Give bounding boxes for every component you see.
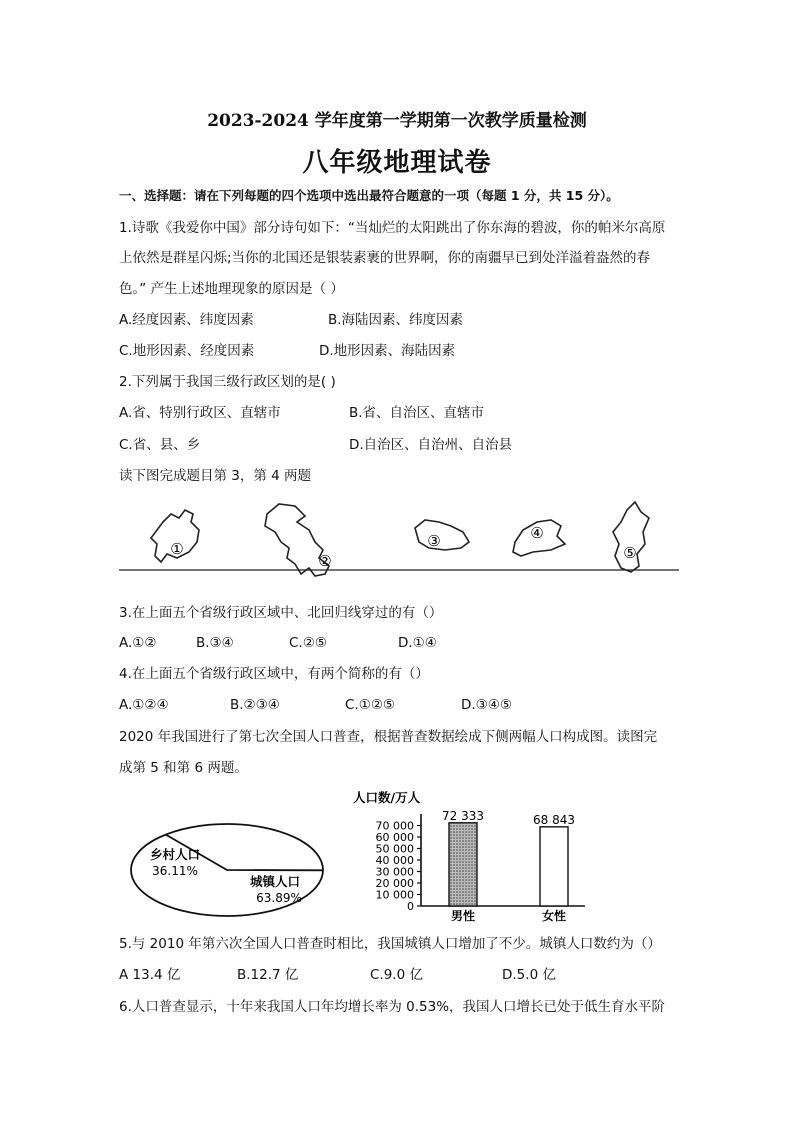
exam-title: 2023-2024 学年度第一学期第一次教学质量检测 xyxy=(207,111,587,131)
q3-stem: 3.在上面五个省级行政区域中、北回归线穿过的有（） xyxy=(119,605,443,621)
bar-value-female: 68 843 xyxy=(533,812,575,827)
q2-option-d[interactable]: D.自治区、自治州、自治县 xyxy=(349,437,513,453)
pie-value-rural: 36.11% xyxy=(152,864,198,878)
q2-option-a[interactable]: A.省、特别行政区、直辖市 xyxy=(119,405,281,421)
q2-option-c[interactable]: C.省、县、乡 xyxy=(119,437,201,453)
q4-option-b[interactable]: B.②③④ xyxy=(230,697,280,713)
bar-y-tick-label: 0 xyxy=(407,900,414,913)
bar-category-female: 女性 xyxy=(541,909,567,922)
q3-option-d[interactable]: D.①④ xyxy=(398,635,437,651)
map-intro: 读下图完成题目第 3，第 4 两题 xyxy=(119,468,312,484)
population-pie-chart xyxy=(127,822,327,922)
bar-value-male: 72 333 xyxy=(442,808,484,823)
q1-option-a[interactable]: A.经度因素、纬度因素 xyxy=(119,312,254,328)
q5-option-c[interactable]: C.9.0 亿 xyxy=(370,967,423,983)
census-intro-line: 成第 5 和第 6 两题。 xyxy=(119,760,248,776)
pie-label-urban: 城镇人口 xyxy=(249,874,301,889)
q5-option-d[interactable]: D.5.0 亿 xyxy=(502,967,556,983)
bar-y-tick-label: 10 000 xyxy=(375,888,414,902)
q1-option-c[interactable]: C.地形因素、经度因素 xyxy=(119,343,255,359)
q1-option-d[interactable]: D.地形因素、海陆因素 xyxy=(319,343,456,359)
q5-option-a[interactable]: A 13.4 亿 xyxy=(119,967,181,983)
province-label-2: ② xyxy=(318,552,332,570)
province-label-1: ① xyxy=(170,540,184,558)
province-maps xyxy=(119,492,679,588)
bar-male xyxy=(449,823,477,906)
q3-option-c[interactable]: C.②⑤ xyxy=(289,635,327,651)
q1-stem-line: 1.诗歌《我爱你中国》部分诗句如下：“当灿烂的太阳跳出了你东海的碧波，你的帕米尔高原 xyxy=(119,220,666,236)
province-shape-3 xyxy=(415,520,469,550)
pie-value-urban: 63.89% xyxy=(256,891,302,905)
q2-option-b[interactable]: B.省、自治区、直辖市 xyxy=(349,405,485,421)
bar-category-male: 男性 xyxy=(450,909,476,922)
q4-option-c[interactable]: C.①②⑤ xyxy=(345,697,396,713)
population-bar-chart xyxy=(345,780,615,922)
q4-option-d[interactable]: D.③④⑤ xyxy=(461,697,512,713)
q1-stem-line: 色。” 产生上述地理现象的原因是（ ） xyxy=(119,281,344,297)
q1-option-b[interactable]: B.海陆因素、纬度因素 xyxy=(328,312,464,328)
bar-y-tick-label: 30 000 xyxy=(375,865,414,879)
q5-stem: 5.与 2010 年第六次全国人口普查时相比，我国城镇人口增加了不少。城镇人口数约为（） xyxy=(119,936,661,952)
bar-y-tick-label: 70 000 xyxy=(375,819,414,833)
bar-female xyxy=(540,827,568,906)
q4-stem: 4.在上面五个省级行政区域中，有两个简称的有（） xyxy=(119,666,429,682)
q6-stem: 6.人口普查显示，十年来我国人口年均增长率为 0.53%，我国人口增长已处于低生育水平阶 xyxy=(119,999,666,1015)
bar-y-tick-label: 40 000 xyxy=(375,854,414,867)
q2-stem: 2.下列属于我国三级行政区划的是( ) xyxy=(119,374,336,390)
pie-label-rural: 乡村人口 xyxy=(149,847,201,862)
q3-option-a[interactable]: A.①② xyxy=(119,635,157,651)
census-intro-line: 2020 年我国进行了第七次全国人口普查，根据普查数据绘成下侧两幅人口构成图。读图完 xyxy=(119,729,658,745)
bar-y-tick-label: 20 000 xyxy=(375,877,414,890)
q5-option-b[interactable]: B.12.7 亿 xyxy=(237,967,299,983)
q3-option-b[interactable]: B.③④ xyxy=(196,635,234,651)
province-label-3: ③ xyxy=(427,532,441,550)
q1-stem-line: 上依然是群星闪烁;当你的北国还是银装素裹的世界啊，你的南疆早已到处洋溢着盎然的春 xyxy=(119,250,651,266)
province-label-4: ④ xyxy=(530,524,544,542)
bar-y-tick-label: 60 000 xyxy=(375,831,414,844)
exam-subtitle: 八年级地理试卷 xyxy=(302,148,492,178)
province-label-5: ⑤ xyxy=(623,544,637,562)
section-heading: 一、选择题：请在下列每题的四个选项中选出最符合题意的一项（每题 1 分，共 15 分）。 xyxy=(119,188,619,203)
q4-option-a[interactable]: A.①②④ xyxy=(119,697,169,713)
bar-y-tick-label: 50 000 xyxy=(375,842,414,856)
bar-y-axis-title: 人口数/万人 xyxy=(353,790,421,805)
